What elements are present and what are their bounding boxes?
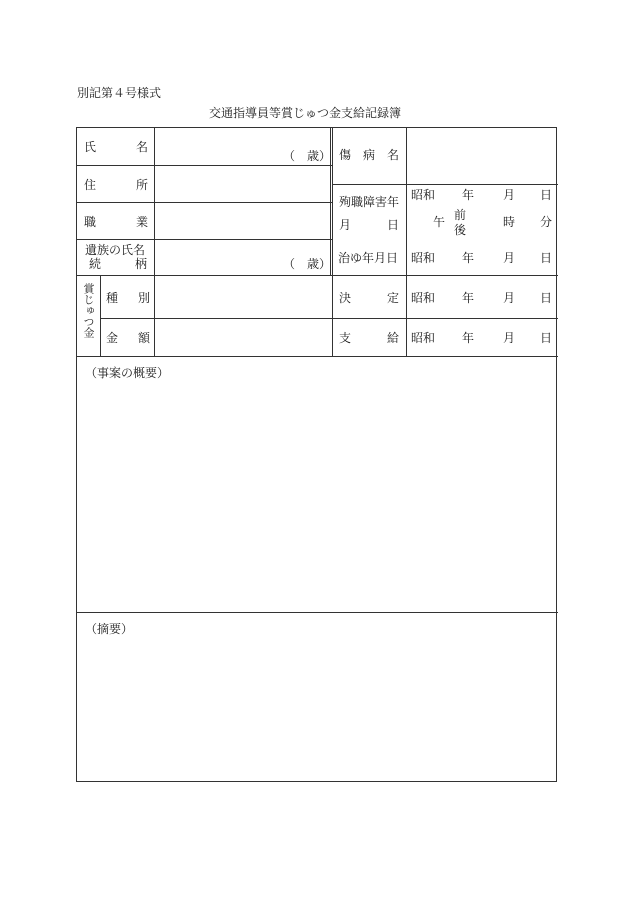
col-line-label [154,128,155,356]
name-label [84,140,148,154]
payment-label [339,331,399,345]
name-label-1: 氏 [84,140,97,154]
death-noon: 午 [433,215,446,229]
injury-label-2: 病 [362,148,375,162]
decision-day: 日 [540,291,553,305]
death-label-2b: 日 [386,218,399,232]
address-label-2: 所 [135,178,148,192]
occupation-label-1: 職 [84,215,97,229]
bereaved-age-note: （ 歳） [283,257,332,271]
recovery-year: 年 [462,251,475,265]
summary-label: （事案の概要） [85,366,170,380]
payment-label-2: 給 [386,331,399,345]
row-line-left-3 [77,239,332,240]
row-line-full-1 [77,275,558,276]
death-pm: 後 [454,223,467,237]
row-line-right-1 [332,184,558,185]
row-line-award [100,318,332,319]
payment-era: 昭和 [411,331,436,345]
death-minute: 分 [540,215,553,229]
decision-label [339,291,399,305]
remarks-label: （摘要） [85,622,134,636]
bereaved-label-2 [89,257,147,271]
death-label-2 [339,218,399,232]
death-label-1: 殉職障害年 [339,195,400,209]
type-label-1: 種 [106,291,119,305]
amount-label-1: 金 [106,331,119,345]
recovery-month: 月 [503,251,516,265]
row-line-full-2 [77,356,558,357]
recovery-era: 昭和 [411,251,436,265]
occupation-label [84,215,148,229]
amount-label [106,331,150,345]
death-label-2a: 月 [339,218,352,232]
payment-month: 月 [503,331,516,345]
amount-label-2: 額 [137,331,150,345]
decision-label-2: 定 [386,291,399,305]
death-era: 昭和 [411,188,436,202]
death-month: 月 [503,188,516,202]
death-year: 年 [462,188,475,202]
decision-year: 年 [462,291,475,305]
row-line-right-2 [332,318,558,319]
row-line-left-1 [77,165,332,166]
type-label-2: 別 [137,291,150,305]
address-label [84,178,148,192]
death-hour: 時 [503,215,516,229]
address-label-1: 住 [84,178,97,192]
injury-label-1: 傷 [339,148,352,162]
type-label [106,291,150,305]
payment-label-1: 支 [339,331,352,345]
award-group-label: 賞じゅつ金 [82,283,95,338]
bereaved-label-2a: 続 [89,257,102,271]
death-day: 日 [540,188,553,202]
name-label-2: 名 [135,140,148,154]
decision-label-1: 決 [339,291,352,305]
payment-day: 日 [540,331,553,345]
decision-month: 月 [503,291,516,305]
recovery-day: 日 [540,251,553,265]
col-line-right-label [406,128,407,356]
col-line-award-group [100,276,101,356]
payment-year: 年 [462,331,475,345]
occupation-label-2: 業 [135,215,148,229]
decision-era: 昭和 [411,291,436,305]
col-line-center-lower [332,275,333,356]
death-am: 前 [454,208,467,222]
form-number: 別記第４号様式 [77,86,162,100]
bereaved-label-1: 遺族の氏名 [85,243,146,257]
injury-label-3: 名 [386,148,399,162]
row-line-left-2 [77,202,332,203]
row-line-full-3 [77,612,558,613]
document-title-text: 交通指導員等賞じゅつ金支給記録簿 [208,106,401,120]
bereaved-label-2b: 柄 [134,257,147,271]
record-table [76,127,557,782]
name-age-note: （ 歳） [283,149,332,163]
document-title [0,104,630,121]
recovery-label: 治ゆ年月日 [338,251,399,265]
injury-label [339,148,399,162]
